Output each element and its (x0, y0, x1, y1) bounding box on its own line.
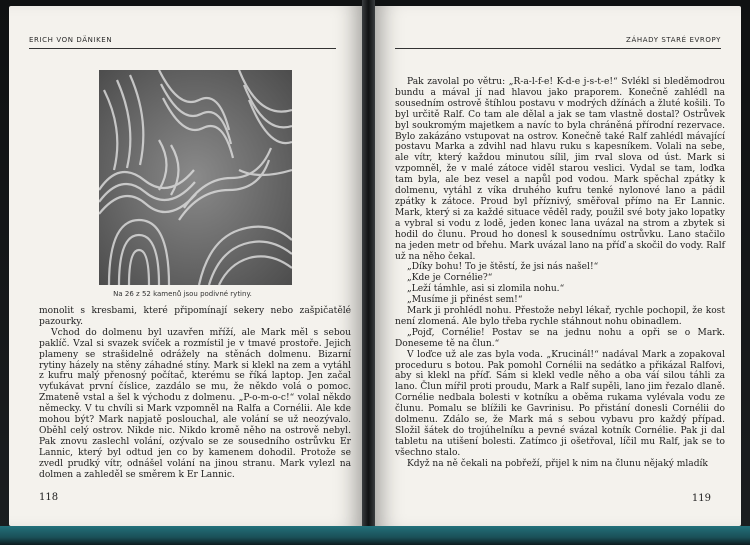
paragraph: „Pojď, Cornélie! Postav se na jednu nohu a opři se o Mark. Doneseme tě na člun.“ (395, 327, 725, 349)
paragraph: Pak zavolal po větru: „R-a-l-f-e! K-d-e j-s-t-e!“ Svlékl si bleděmodrou bundu a mával jí nad hlavou jako praporem. Konečně zahlédl na sousedním ostrově štíhlou postavu v modrých džínách a žluté košili. To byl určitě Ralf. Co tam ale dělal a jak se tam vlastně dostal? Ostrůvek byl soukromým majetkem a navíc to byla chráněná přírodní rezervace. Bylo zakázáno vstupovat na ostrov. Konečně také Ralf zahlédl mávající postavu Marka a zdvihl nad hlavu ruku s kapesníkem. Volali na sebe, ale vítr, který každou minutou sílil, jim rval slova od úst. Mark si vzpomněl, že v malé zátoce viděl starou veslici. Vydal se tam, loďka tam byla, ale bez vesel a napůl pod vodou. Mark spěchal zpátky k dolmenu, vytáhl z víka druhého kufru tenké nylonové lano a pádil zpátky k zátoce. Proud byl příznivý, směřoval přímo na Er Lannic. Mark, který si za každé situace věděl rady, použil své boty jako lopatky a vybral si vodu z lodě, jeden konec lana uvázal na strom a zbytek si hodil do člunu. Proud ho donesl k sousednímu ostrůvku. Lano stačilo na jeden metr od břehu. Mark uvázal lano na příď a skočil do vody. Ralf už na něho čekal. (395, 77, 725, 262)
right-page-text (395, 77, 725, 470)
paragraph: V loďce už ale zas byla voda. „Krucinál!“ nadával Mark a zopakoval proceduru s botou. Pak pomohl Cornélii na sedátko a přikázal Ralfovi, aby si klekl na příď. Sám si klekl vedle něho a oba váí silou táhli za lano. Člun mířil proti proudu, Mark a Ralf supěli, lano jim řezalo dlaně. Cornélie nedbala bolesti v kotníku a oběma rukama vylévala vodu ze člunu. Pomalu se blížili ke Gavrinisu. Po přistání donesli Cornélii do dolmenu. Zdálo se, že Mark má s sebou vybavu pro každý případ. Složil šátek do trojúhelníku a pevné svázal kotník Cornélie. Pak ji dal tabletu na utišení bolesti. Zatímco ji ošetřoval, líčil mu Ralf, jak se to všechno stalo. (395, 349, 725, 458)
header-rule-left (29, 48, 336, 49)
header-rule-right (395, 48, 721, 49)
right-page (373, 6, 741, 526)
left-page-text (39, 306, 351, 481)
paragraph: „Leží támhle, asi si zlomila nohu.“ (407, 284, 565, 295)
paragraph: Vchod do dolmenu byl uzavřen mříží, ale Mark měl s sebou paklíč. Vzal si svazek svíček a rozmístil je v tmavé prostoře. Jejich plameny se strašidelně odrážely na stěnách dolmenu. Bizarní rytiny házely na stěny záhadné stíny. Mark si klekl na zem a vytáhl z kufru malý přenosný počítač, kterému se říká laptop. Jen začal vyťukávat první číslice, zazdálo se mu, že někdo volá o pomoc. Zmateně vstal a šel k východu z dolmenu. „P-o-m-o-c!“ volal někdo německy. V tu chvíli si Mark vzpomněl na Ralfa a Cornélii. Ale kde mohou být? Mark napjatě poslouchal, ale volání se už neozývalo. Oběhl celý ostrov. Nikde nic. Nikdo kromě něho na ostrově nebyl. Pak znovu zaslechl volání, ozývalo se ze sousedního ostrůvku Er Lannic, který byl odtud jen co by kamenem dohodil. Protože se zvedl prudký vítr, odnášel volání na jinou stranu. Mark vylezl na dolmen a zahleděl se směrem k Er Lannic. (39, 327, 351, 480)
stone-carving-photo (99, 70, 292, 285)
book-bottom-edge (0, 526, 750, 545)
running-head-left: ERICH VON DÄNIKEN (29, 36, 113, 44)
paragraph: monolit s kresbami, které připomínají sekery nebo zašpičatělé pazourky. (39, 306, 351, 327)
paragraph: Mark ji prohlédl nohu. Přestože nebyl lékař, rychle pochopil, že kost není zlomená. Ale bylo třeba rychle stáhnout nohu obinadlem. (395, 306, 725, 327)
page-number-left: 118 (39, 492, 59, 503)
paragraph: Když na ně čekali na pobřeží, přijel k nim na člunu nějaký mladík (407, 458, 708, 469)
paragraph: „Musíme ji přinést sem!“ (407, 295, 523, 306)
running-head-right: ZÁHADY STARÉ EVROPY (626, 36, 721, 44)
book-gutter (362, 0, 375, 545)
page-number-right: 119 (691, 493, 711, 504)
paragraph: „Kde je Cornélie?“ (407, 273, 493, 284)
paragraph: „Díky bohu! To je štěstí, že jsi nás našel!“ (407, 262, 599, 273)
left-page (9, 6, 364, 526)
figure-caption: Na 26 z 52 kamenů jsou podivné rytiny. (113, 290, 252, 298)
carving-pattern-image (99, 70, 292, 285)
